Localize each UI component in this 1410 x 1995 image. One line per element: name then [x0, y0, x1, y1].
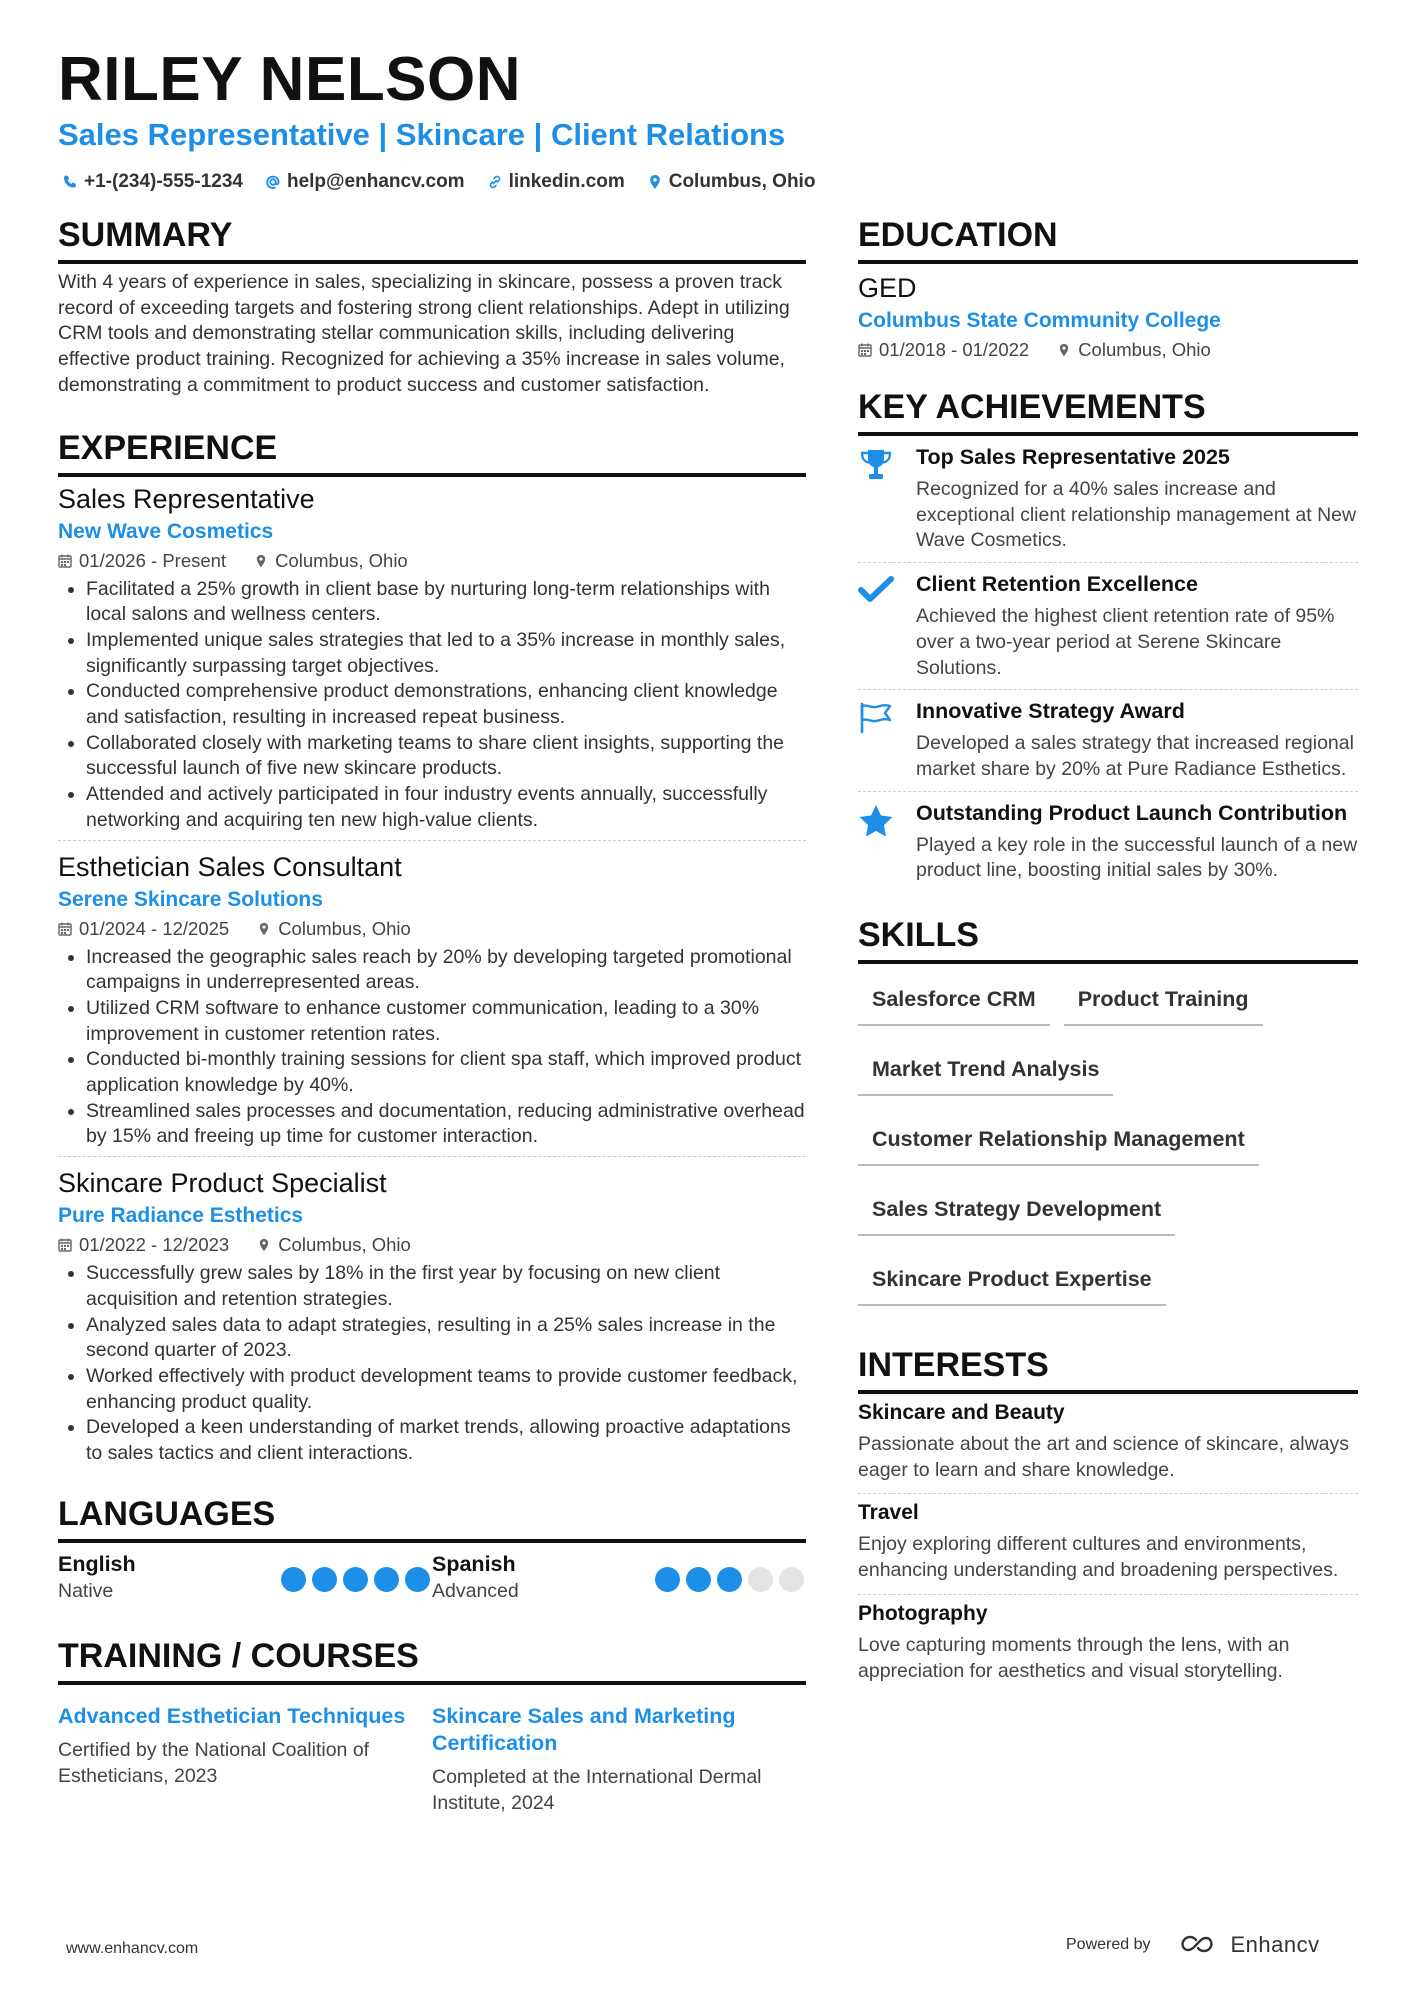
training-heading: TRAINING / COURSES — [58, 1635, 806, 1685]
at-icon — [265, 174, 281, 190]
job-meta — [58, 915, 806, 943]
job-company: New Wave Cosmetics — [58, 519, 274, 543]
job-bullet: • Increased the geographic sales reach by 20% by developing targeted promotional campaigns in underrepresented areas. — [86, 945, 806, 996]
job-meta — [58, 547, 806, 575]
skills-list — [858, 972, 1358, 1322]
interest-title: Photography — [858, 1601, 988, 1625]
rating-dot — [655, 1567, 680, 1592]
rating-dot — [374, 1567, 399, 1592]
achievements-section — [858, 386, 1358, 892]
summary-text: With 4 years of experience in sales, specializing in skincare, possess a proven track record of exceeding targets and fostering strong client relationships. Adept in utilizing CRM tools and demonstrating stellar communication skills, including delivering effective product training. Recognized for achieving a 35% increase in sales volume, demonstrating a commitment to product success and customer satisfaction. — [58, 271, 790, 396]
job-bullet: • Conducted bi-monthly training sessions for client spa staff, which improved product application knowledge by 40%. — [86, 1047, 806, 1098]
language-level: Advanced — [432, 1579, 519, 1602]
education-location: Columbus, Ohio — [1078, 339, 1211, 360]
contact-email[interactable] — [265, 168, 465, 196]
languages-section — [58, 1493, 806, 1605]
training-desc: Completed at the International Dermal Institute, 2024 — [432, 1765, 762, 1814]
achievement-title: Innovative Strategy Award — [916, 699, 1185, 724]
rating-dot — [405, 1567, 430, 1592]
rating-dot — [312, 1567, 337, 1592]
location-pin-icon — [647, 174, 663, 190]
email-text: help@enhancv.com — [286, 171, 465, 192]
job-bullet: • Worked effectively with product development teams to provide customer feedback, enhancing product quality. — [86, 1364, 806, 1415]
calendar-icon — [858, 343, 872, 357]
contact-location — [647, 168, 816, 196]
rating-dot — [717, 1567, 742, 1592]
job-bullet: • Streamlined sales processes and documentation, reducing administrative overhead by 15% and freeing up time for customer interaction. — [86, 1099, 806, 1150]
candidate-name: RILEY NELSON — [58, 45, 522, 114]
training-item — [58, 1703, 432, 1816]
achievement-title: Outstanding Product Launch Contribution — [916, 800, 1348, 825]
interest-title: Skincare and Beauty — [858, 1401, 1065, 1425]
calendar-icon — [58, 554, 72, 568]
calendar-icon — [58, 922, 72, 936]
job-bullet: • Developed a keen understanding of market trends, allowing proactive adaptations to sales tactics and client interactions. — [86, 1415, 806, 1466]
interest-item — [858, 1494, 1358, 1594]
rating-dot — [343, 1567, 368, 1592]
job-title: Esthetician Sales Consultant — [58, 851, 402, 882]
interests-section — [858, 1344, 1358, 1694]
footer-website[interactable]: www.enhancv.com — [66, 1940, 199, 1957]
phone-icon — [62, 174, 78, 190]
achievement-title: Client Retention Excellence — [916, 572, 1198, 597]
education-school: Columbus State Community College — [858, 309, 1221, 332]
languages-heading: LANGUAGES — [58, 1493, 806, 1543]
job-bullet: • Facilitated a 25% growth in client base by nurturing long-term relationships with local salons and wellness centers. — [86, 577, 806, 628]
contact-bar — [62, 168, 815, 196]
language-rating — [655, 1567, 804, 1592]
job-meta — [58, 1231, 806, 1259]
checkmark-icon — [858, 575, 894, 605]
interest-desc: Enjoy exploring different cultures and environments, enhancing understanding and broadening perspectives. — [858, 1533, 1339, 1582]
job-bullet: • Collaborated closely with marketing teams to share client insights, supporting the successful launch of five new skincare products. — [86, 731, 806, 782]
achievement-item — [858, 690, 1358, 791]
training-desc: Certified by the National Coalition of Estheticians, 2023 — [58, 1738, 370, 1787]
job-title: Skincare Product Specialist — [58, 1168, 387, 1199]
job-location: Columbus, Ohio — [278, 1234, 411, 1256]
experience-heading: EXPERIENCE — [58, 427, 806, 477]
location-text: Columbus, Ohio — [668, 171, 816, 192]
job-title: Sales Representative — [58, 483, 315, 514]
job-bullet: • Implemented unique sales strategies that led to a 35% increase in monthly sales, significantly surpassing target objectives. — [86, 628, 806, 679]
interest-item — [858, 1595, 1358, 1694]
rating-dot — [779, 1567, 804, 1592]
achievement-desc: Developed a sales strategy that increased regional market share by 20% at Pure Radiance Esthetics. — [916, 732, 1354, 780]
skills-section — [858, 914, 1358, 1322]
phone-text: +1-(234)-555-1234 — [84, 171, 243, 192]
rating-dot — [281, 1567, 306, 1592]
training-title: Skincare Sales and Marketing Certification — [432, 1703, 736, 1755]
language-level: Native — [58, 1579, 114, 1602]
skill-tag: Market Trend Analysis — [858, 1042, 1113, 1096]
training-item — [432, 1703, 806, 1816]
flag-icon — [858, 702, 894, 734]
education-section — [858, 214, 1358, 364]
brand-name: Enhancv — [1230, 1932, 1320, 1957]
language-name: English — [58, 1551, 136, 1576]
location-pin-icon — [257, 1238, 271, 1252]
achievements-heading: KEY ACHIEVEMENTS — [858, 386, 1358, 436]
languages-list — [58, 1551, 806, 1605]
experience-section — [58, 427, 806, 1471]
achievement-title: Top Sales Representative 2025 — [916, 445, 1230, 469]
job-entry — [58, 849, 806, 1162]
job-company: Serene Skincare Solutions — [58, 887, 323, 911]
job-dates: 01/2022 - 12/2023 — [79, 1234, 230, 1256]
job-bullet: • Utilized CRM software to enhance customer communication, leading to a 30% improvement in customer retention rates. — [86, 996, 806, 1047]
training-section — [58, 1635, 806, 1816]
interest-item — [858, 1394, 1358, 1494]
rating-dot — [748, 1567, 773, 1592]
job-bullet: • Successfully grew sales by 18% in the first year by focusing on new client acquisition and retention strategies. — [86, 1261, 806, 1312]
interest-desc: Passionate about the art and science of skincare, always eager to learn and share knowledge. — [858, 1433, 1350, 1481]
linkedin-text: linkedin.com — [508, 171, 625, 192]
contact-phone[interactable] — [62, 168, 243, 196]
trophy-icon — [858, 448, 894, 482]
skill-tag: Skincare Product Expertise — [858, 1252, 1166, 1306]
job-bullet: • Attended and actively participated in four industry events annually, successfully networking and acquiring ten new high-value clients. — [86, 782, 806, 833]
interests-heading: INTERESTS — [858, 1344, 1358, 1394]
achievement-desc: Recognized for a 40% sales increase and exceptional client relationship management at New Wave Cosmetics. — [916, 478, 1357, 552]
education-meta — [858, 336, 1358, 364]
job-dates: 01/2026 - Present — [79, 549, 227, 571]
candidate-subtitle: Sales Representative | Skincare | Client Relations — [58, 117, 786, 152]
achievement-item — [858, 792, 1358, 892]
interest-title: Travel — [858, 1501, 919, 1525]
skill-tag: Salesforce CRM — [858, 972, 1050, 1026]
achievement-desc: Achieved the highest client retention rate of 95% over a two-year period at Serene Skincare Solutions. — [916, 605, 1335, 679]
achievement-item — [858, 563, 1358, 690]
enhancv-logo-icon — [1175, 1934, 1221, 1956]
job-location: Columbus, Ohio — [275, 549, 408, 571]
achievement-item — [858, 436, 1358, 563]
training-list — [58, 1703, 806, 1816]
interest-desc: Love capturing moments through the lens, with an appreciation for aesthetics and visual storytelling. — [858, 1633, 1290, 1682]
contact-linkedin[interactable] — [487, 168, 625, 196]
footer-branding — [1066, 1932, 1320, 1958]
language-item — [432, 1551, 806, 1605]
summary-section — [58, 214, 806, 399]
location-pin-icon — [257, 922, 271, 936]
divider — [58, 840, 806, 841]
job-bullet: • Analyzed sales data to adapt strategies, resulting in a 25% sales increase in the second quarter of 2023. — [86, 1313, 806, 1364]
location-pin-icon — [254, 554, 268, 568]
job-entry — [58, 481, 806, 845]
powered-by-label: Powered by — [1066, 1936, 1151, 1953]
left-column — [58, 214, 806, 1816]
summary-heading: SUMMARY — [58, 214, 806, 264]
skill-tag: Sales Strategy Development — [858, 1182, 1175, 1236]
language-item — [58, 1551, 432, 1605]
language-rating — [281, 1567, 430, 1592]
location-pin-icon — [1057, 343, 1071, 357]
link-icon — [487, 174, 503, 190]
job-bullets — [58, 577, 806, 834]
job-entry — [58, 1165, 806, 1471]
job-bullets — [58, 1261, 806, 1467]
job-bullets — [58, 945, 806, 1151]
skill-tag: Product Training — [1064, 972, 1263, 1026]
language-name: Spanish — [432, 1551, 516, 1576]
divider — [58, 1156, 806, 1157]
job-bullet: • Conducted comprehensive product demonstrations, enhancing client knowledge and satisfaction, resulting in increased repeat business. — [86, 679, 806, 730]
skills-heading: SKILLS — [858, 914, 1358, 964]
training-title: Advanced Esthetician Techniques — [58, 1703, 406, 1728]
rating-dot — [686, 1567, 711, 1592]
calendar-icon — [58, 1238, 72, 1252]
job-company: Pure Radiance Esthetics — [58, 1204, 304, 1228]
education-degree: GED — [858, 273, 917, 303]
job-dates: 01/2024 - 12/2025 — [79, 917, 230, 939]
education-dates: 01/2018 - 01/2022 — [879, 339, 1030, 360]
skill-tag: Customer Relationship Management — [858, 1112, 1259, 1166]
star-icon — [858, 804, 894, 838]
achievement-desc: Played a key role in the successful launch of a new product line, boosting initial sales by 30%. — [916, 833, 1358, 882]
education-heading: EDUCATION — [858, 214, 1358, 264]
right-column — [858, 214, 1358, 1694]
job-location: Columbus, Ohio — [278, 917, 411, 939]
brand-logo[interactable] — [1175, 1932, 1320, 1958]
